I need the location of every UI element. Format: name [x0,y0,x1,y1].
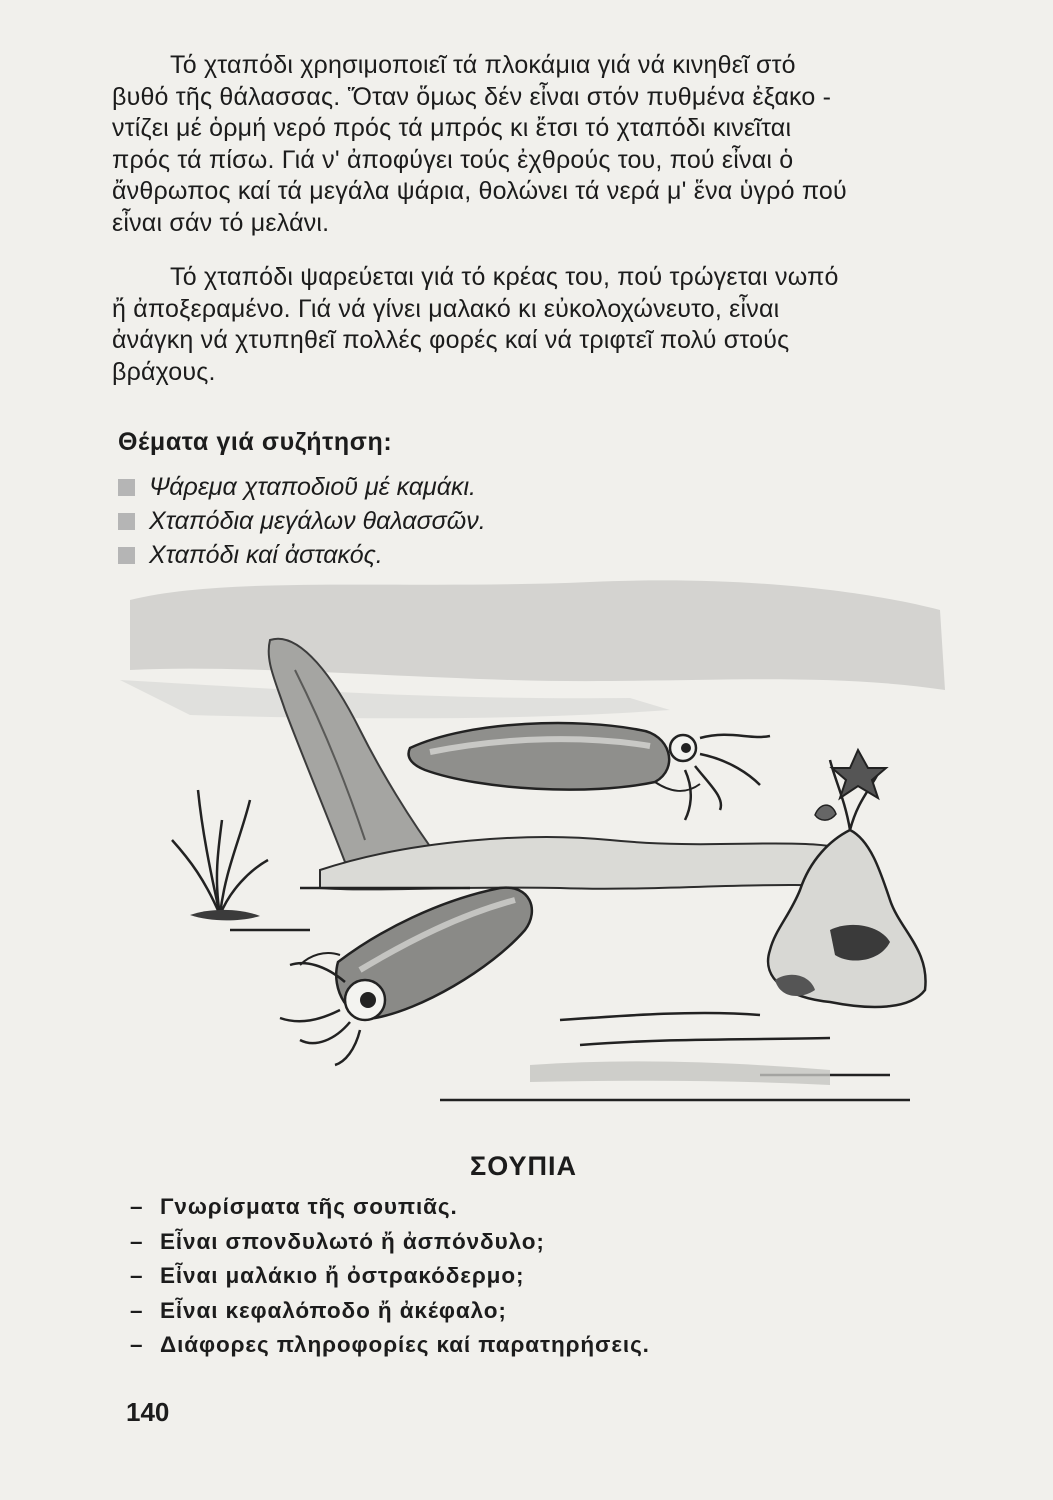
square-bullet-icon [118,513,135,530]
list-item [118,504,486,538]
list-item [118,538,486,572]
text-line: ἄνθρωπος καί τά μεγάλα ψάρια, θολώνει τά νερά μ' ἕνα ὑγρό πού [112,177,847,205]
square-bullet-icon [118,547,135,564]
text-line: ντίζει μέ ὁρμή νερό πρός τά μπρός κι ἔτσι τό χταπόδι κινεῖται [112,114,792,142]
topic-text: Ψάρεμα χταποδιοῦ μέ καμάκι. [149,472,476,501]
dash-marker: – [130,1263,144,1288]
dash-marker: – [130,1228,144,1254]
paragraph-octopus-movement [112,50,970,239]
list-item [130,1294,650,1329]
discussion-topics-list [118,470,486,572]
discussion-topics-heading: Θέματα γιά συζήτηση: [118,428,393,456]
text-line: ἀνάγκη νά χτυπηθεῖ πολλές φορές καί νά τριφτεῖ πολύ στούς [112,326,790,354]
cuttlefish-lower [280,888,532,1065]
question-text: Εἶναι σπονδυλωτό ἤ ἀσπόνδυλο; [160,1228,545,1254]
text-line: Τό χταπόδι ψαρεύεται γιά τό κρέας του, πού τρώγεται νωπό [170,263,839,291]
question-text: Γνωρίσματα τῆς σουπιᾶς. [160,1194,458,1219]
dash-marker: – [130,1194,144,1219]
list-item [130,1259,650,1294]
cuttlefish-upper [409,723,770,820]
sepia-questions-list [130,1190,650,1363]
list-item [130,1190,650,1225]
question-text: Εἶναι κεφαλόποδο ἤ ἀκέφαλο; [160,1297,507,1323]
section-title-sepia: ΣΟΥΠΙΑ [470,1151,577,1181]
seaweed [172,790,268,915]
dash-marker: – [130,1332,144,1357]
list-item [118,470,486,504]
topic-text: Χταπόδι καί ἀστακός. [149,540,383,569]
cuttlefish-seabed-illustration [110,570,960,1130]
text-line: βράχους. [112,357,216,386]
text-line: ἤ ἀποξεραμένο. Γιά νά γίνει μαλακό κι εὐκολοχώνευτο, εἶναι [112,294,780,323]
question-text: Διάφορες πληροφορίες καί παρατηρήσεις. [160,1332,650,1357]
text-line: βυθό τῆς θάλασσας. Ὅταν ὅμως δέν εἶναι στόν πυθμένα ἐξακο - [112,82,832,111]
square-bullet-icon [118,479,135,496]
paragraph-octopus-fishing [112,262,970,388]
question-text: Εἶναι μαλάκιο ἤ ὀστρακόδερμο; [160,1263,525,1288]
topic-text: Χταπόδια μεγάλων θαλασσῶν. [149,506,486,535]
text-line: Τό χταπόδι χρησιμοποιεῖ τά πλοκάμια γιά νά κινηθεῖ στό [170,51,796,79]
list-item [130,1225,650,1260]
text-line: πρός τά πίσω. Γιά ν' ἀποφύγει τούς ἐχθρούς του, πού εἶναι ὁ [112,145,794,174]
text-line: εἶναι σάν τό μελάνι. [112,208,330,237]
dash-marker: – [130,1297,144,1323]
page-number: 140 [126,1397,170,1427]
list-item [130,1328,650,1363]
